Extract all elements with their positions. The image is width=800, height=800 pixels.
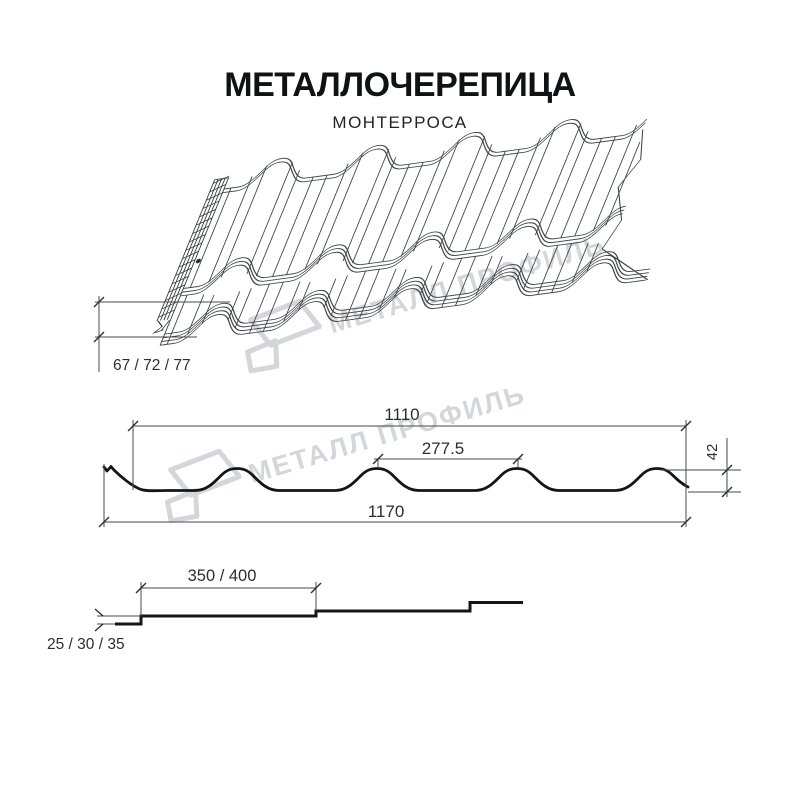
page-title: МЕТАЛЛОЧЕРЕПИЦА bbox=[224, 66, 576, 104]
step-profile-section bbox=[47, 567, 523, 653]
dimension-cover-width bbox=[128, 405, 691, 527]
back-edge-scallops bbox=[222, 109, 651, 193]
tile-3d-view bbox=[94, 99, 721, 374]
wave-pitch-label: 277.5 bbox=[421, 439, 465, 458]
step-height-label: 25 / 30 / 35 bbox=[47, 636, 125, 653]
step-height-label: 67 / 72 / 77 bbox=[113, 357, 191, 374]
tile-module-label: 350 / 400 bbox=[187, 567, 257, 585]
dimension-tile-module bbox=[136, 567, 321, 616]
dimension-profile-height bbox=[660, 438, 741, 497]
watermarks bbox=[156, 213, 612, 523]
left-edge-strip bbox=[146, 175, 235, 347]
step-profile-line bbox=[115, 603, 523, 625]
technical-drawing-canvas: МЕТАЛЛ ПРОФИЛЬ 67 / 72 / 77 1110 277.5 1170 42 350 / 400 25 / 30 / 35 bbox=[0, 0, 800, 800]
strip-bottom-zigzag bbox=[153, 319, 170, 333]
page-subtitle: МОНТЕРРОСА bbox=[332, 113, 468, 132]
overall-width-label: 1170 bbox=[367, 502, 405, 521]
cover-width-label: 1110 bbox=[384, 405, 420, 424]
dimension-step-height bbox=[47, 609, 141, 653]
wave-profile-line bbox=[104, 467, 688, 491]
break-edge bbox=[576, 120, 713, 290]
strip-hatching bbox=[158, 176, 229, 317]
profile-height-label: 42 bbox=[704, 443, 721, 461]
